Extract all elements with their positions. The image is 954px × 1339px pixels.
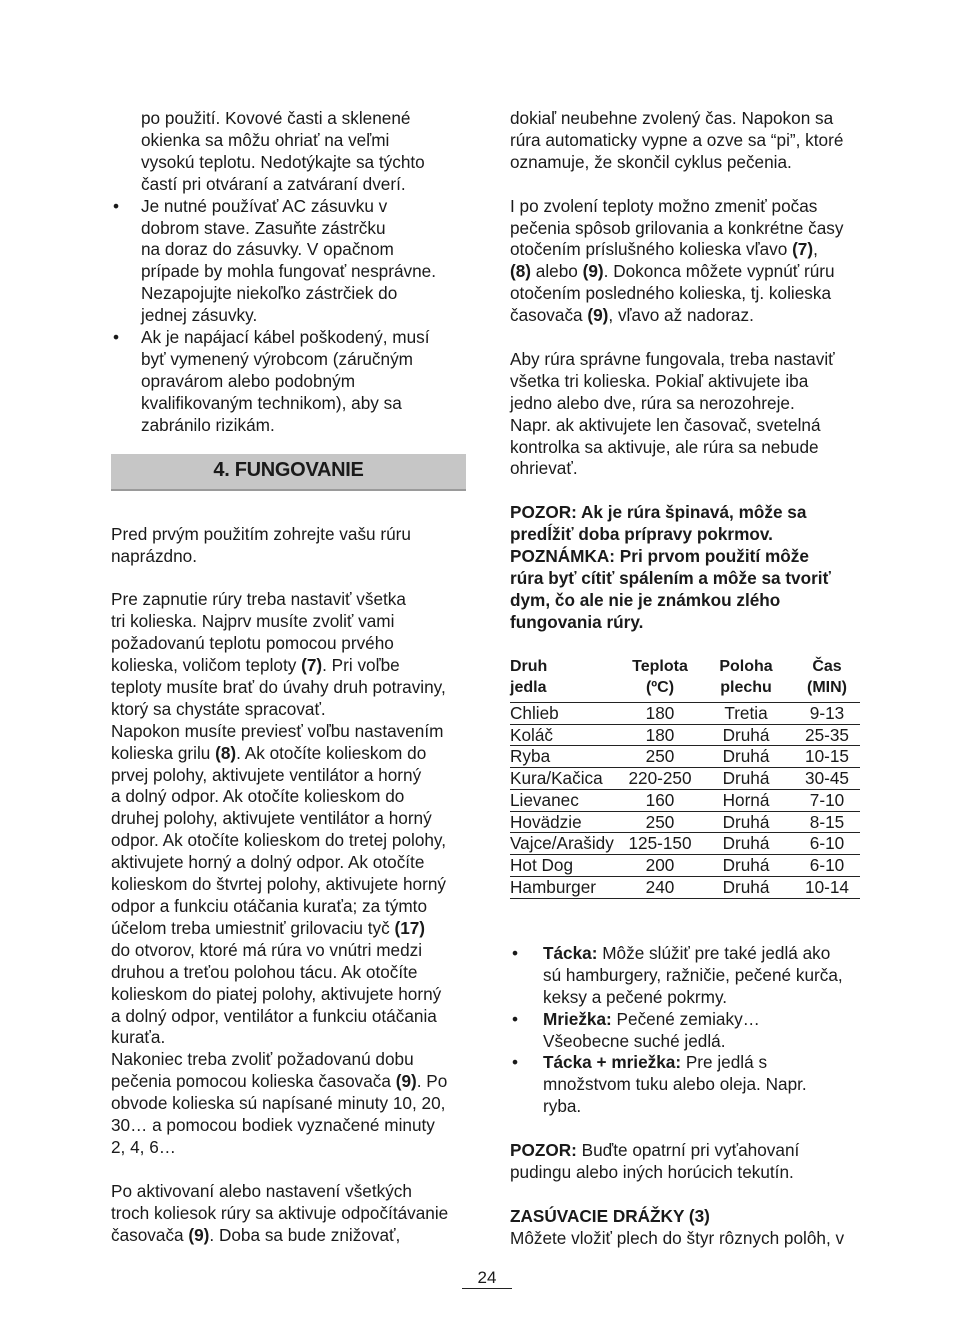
position-cell: Tretia xyxy=(698,702,794,724)
text-line: naprázdno. xyxy=(111,545,198,566)
food-cell: Lievanec xyxy=(510,789,622,811)
text-line: opravárom alebo podobným xyxy=(141,370,356,391)
timer-paragraph xyxy=(510,196,862,327)
food-cell: Hovädzie xyxy=(510,811,622,833)
temperature-cell: 250 xyxy=(622,746,698,768)
text-line: otočením posledného kolieska, tj. kolieska xyxy=(510,283,832,304)
text-line: • Tácka: Môže slúžiť pre také jedlá ako xyxy=(543,942,831,963)
text-line: druhou a treťou polohou tácu. Ak otočíte xyxy=(111,961,418,982)
text-line: rúra byť cítiť spálením a môže sa tvoriť xyxy=(510,567,831,588)
countdown-paragraph xyxy=(111,1181,466,1247)
table-row xyxy=(510,811,860,833)
intro-text xyxy=(111,108,466,196)
text-line: jedno alebo dve, rúra sa nerozohreje. xyxy=(510,392,795,413)
time-cell: 30-45 xyxy=(794,768,860,790)
food-cell: Ryba xyxy=(510,746,622,768)
text-line: prvej polohy, aktivujete ventilátor a horný xyxy=(111,764,422,785)
position-cell: Druhá xyxy=(698,768,794,790)
text-line: prípade by mohla fungovať nesprávne. xyxy=(141,261,437,282)
temperature-cell: 200 xyxy=(622,855,698,877)
text-line: do otvorov, ktoré má rúra vo vnútri medzi xyxy=(111,939,423,960)
text-line: Môžete vložiť plech do štyr rôznych polôh, v xyxy=(510,1227,845,1248)
text-line: časovača (9), vľavo až nadoraz. xyxy=(510,305,754,326)
food-cell: Hamburger xyxy=(510,877,622,899)
column-header-position: Poloha plechu xyxy=(698,656,794,703)
text-line: • Ak je napájací kábel poškodený, musí xyxy=(141,327,430,348)
text-line: kolieskom do piatej polohy, aktivujete horný xyxy=(111,983,442,1004)
text-line: Nakoniec treba zvoliť požadovanú dobu xyxy=(111,1049,414,1070)
table-row xyxy=(510,855,860,877)
position-cell: Druhá xyxy=(698,855,794,877)
position-cell: Druhá xyxy=(698,724,794,746)
text-line: POZNÁMKA: Pri prvom použití môže xyxy=(510,546,809,567)
column-header-temperature: Teplota (ºC) xyxy=(622,656,698,703)
section-heading xyxy=(111,454,466,491)
text-line: všetka tri kolieska. Pokiaľ aktivujete iba xyxy=(510,370,809,391)
time-cell: 7-10 xyxy=(794,789,860,811)
text-line: rúra automaticky vypne a ozve sa “pi”, ktoré xyxy=(510,129,844,150)
text-line: fungovania rúry. xyxy=(510,611,644,632)
text-line: ktorý sa chystáte spracovať. xyxy=(111,698,326,719)
left-column xyxy=(111,108,466,1246)
temperature-cell: 160 xyxy=(622,789,698,811)
text-line: POZOR: Buďte opatrní pri vyťahovaní xyxy=(510,1140,800,1161)
table-row xyxy=(510,877,860,899)
text-line: byť vymenený výrobcom (záručným xyxy=(141,348,413,369)
caution-note xyxy=(510,1140,862,1184)
position-cell: Druhá xyxy=(698,746,794,768)
text-line: častí pri otváraní a zatváraní dverí. xyxy=(141,173,406,194)
text-line: kontrolka sa aktivuje, ale rúra sa nebude xyxy=(510,436,819,457)
text-line: • Mriežka: Pečené zemiaky… xyxy=(543,1008,760,1029)
text-line: kolieska, voličom teploty (7). Pri voľbe xyxy=(111,655,400,676)
text-line: zabránilo rizikám. xyxy=(141,414,275,435)
text-line: Pred prvým použitím zohrejte vašu rúru xyxy=(111,523,411,544)
text-line: odpor. Ak otočíte kolieskom do tretej polohy, xyxy=(111,830,447,851)
bullet-item xyxy=(111,327,466,437)
position-cell: Horná xyxy=(698,789,794,811)
text-line: (8) alebo (9). Dokonca môžete vypnúť rúru xyxy=(510,261,835,282)
table-row xyxy=(510,833,860,855)
text-line: Nezapojujte niekoľko zástrčiek do xyxy=(141,283,398,304)
time-cell: 8-15 xyxy=(794,811,860,833)
text-line: na doraz do zásuvky. V opačnom xyxy=(141,239,394,260)
position-cell: Druhá xyxy=(698,877,794,899)
table-row xyxy=(510,768,860,790)
food-cell: Chlieb xyxy=(510,702,622,724)
text-line: množstvom tuku alebo oleja. Napr. xyxy=(543,1074,807,1095)
section-heading-text: 4. FUNGOVANIE xyxy=(213,458,364,481)
text-line: 30… a pomocou bodiek vyznačené minuty xyxy=(111,1115,435,1136)
time-cell: 25-35 xyxy=(794,724,860,746)
time-cell: 10-14 xyxy=(794,877,860,899)
bullet-item xyxy=(510,1009,862,1053)
text-line: pečenia pomocou kolieska časovača (9). Po xyxy=(111,1071,448,1092)
text-line: okienka sa môžu ohriať na veľmi xyxy=(141,129,390,150)
text-line: kuraťa. xyxy=(111,1027,166,1048)
time-cell: 10-15 xyxy=(794,746,860,768)
text-line: otočením príslušného kolieska vľavo (7), xyxy=(510,239,818,260)
text-line: keksy a pečené pokrmy. xyxy=(543,986,728,1007)
text-line: • Je nutné používať AC zásuvku v xyxy=(141,195,388,216)
right-column xyxy=(510,108,862,1250)
text-line: dobrom stave. Zasuňte zástrčku xyxy=(141,217,386,238)
cooking-table xyxy=(510,656,860,899)
table-row xyxy=(510,789,860,811)
text-line: • Tácka + mriežka: Pre jedlá s xyxy=(543,1052,768,1073)
text-line: kolieskom do štvrtej polohy, aktivujete horný xyxy=(111,874,446,895)
subsection-title: ZASÚVACIE DRÁŽKY (3) xyxy=(510,1205,710,1226)
text-line: Napr. ak aktivujete len časovač, svetelná xyxy=(510,414,821,435)
text-line: a dolný odpor, ventilátor a funkciu otáčania xyxy=(111,1005,437,1026)
position-cell: Druhá xyxy=(698,833,794,855)
text-line: vysokú teplotu. Nedotýkajte sa týchto xyxy=(141,151,425,172)
text-line: tri kolieska. Najprv musíte zvoliť vami xyxy=(111,611,395,632)
text-line: účelom treba umiestniť grilovaciu tyč (17) xyxy=(111,917,426,938)
text-line: ohrievať. xyxy=(510,458,578,479)
text-line: jednej zásuvky. xyxy=(141,305,258,326)
text-line: odpor a funkciu otáčania kuraťa; za týmto xyxy=(111,895,427,916)
temperature-cell: 250 xyxy=(622,811,698,833)
text-line: teploty musíte brať do úvahy druh potraviny, xyxy=(111,676,446,697)
table-body xyxy=(510,702,860,898)
food-cell: Koláč xyxy=(510,724,622,746)
text-line: sú hamburgery, ražničie, pečené kurča, xyxy=(543,964,843,985)
position-cell: Druhá xyxy=(698,811,794,833)
text-line: oznamuje, že skončil cyklus pečenia. xyxy=(510,151,792,172)
text-line: po použití. Kovové časti a sklenené xyxy=(141,108,411,128)
text-line: požadovanú teplotu pomocou prvého xyxy=(111,633,394,654)
text-line: obvode kolieska sú napísané minuty 10, 20, xyxy=(111,1093,446,1114)
temperature-cell: 180 xyxy=(622,724,698,746)
time-cell: 6-10 xyxy=(794,855,860,877)
table-row xyxy=(510,702,860,724)
text-line: kvalifikovaným technikom), aby sa xyxy=(141,392,402,413)
operation-paragraph xyxy=(111,589,466,1159)
temperature-cell: 240 xyxy=(622,877,698,899)
text-line: kolieska grilu (8). Ak otočíte kolieskom do xyxy=(111,742,427,763)
text-line: ryba. xyxy=(543,1096,582,1117)
time-cell: 9-13 xyxy=(794,702,860,724)
page-number: 24 xyxy=(477,1268,497,1287)
food-cell: Vajce/Arašidy xyxy=(510,833,622,855)
text-line: Napokon musíte previesť voľbu nastavením xyxy=(111,720,444,741)
temperature-cell: 125-150 xyxy=(622,833,698,855)
text-line: pečenia spôsob grilovania a konkrétne časy xyxy=(510,217,844,238)
text-line: Po aktivovaní alebo nastavení všetkých xyxy=(111,1180,412,1201)
warning-note xyxy=(510,502,862,633)
time-cell: 6-10 xyxy=(794,833,860,855)
text-line: 2, 4, 6… xyxy=(111,1136,176,1157)
bullet-item xyxy=(510,943,862,1009)
safety-bullets xyxy=(111,196,466,437)
column-header-time: Čas (MIN) xyxy=(794,656,860,703)
text-line: POZOR: Ak je rúra špinavá, môže sa xyxy=(510,502,807,523)
text-line: dokiaľ neubehne zvolený čas. Napokon sa xyxy=(510,108,834,128)
text-line: dym, čo ale nie je známkou zlého xyxy=(510,589,781,610)
text-line: druhej polohy, aktivujete ventilátor a horný xyxy=(111,808,432,829)
text-line: I po zvolení teploty možno zmeniť počas xyxy=(510,195,818,216)
bullet-item xyxy=(510,1052,862,1118)
food-cell: Hot Dog xyxy=(510,855,622,877)
page-number-rule xyxy=(462,1288,512,1289)
temperature-cell: 180 xyxy=(622,702,698,724)
text-line: Aby rúra správne fungovala, treba nastaviť xyxy=(510,348,835,369)
table-row xyxy=(510,724,860,746)
table-header-row xyxy=(510,656,860,703)
temperature-cell: 220-250 xyxy=(622,768,698,790)
column-header-food: Druh jedla xyxy=(510,656,622,703)
text-line: troch koliesok rúry sa aktivuje odpočítávanie xyxy=(111,1202,449,1223)
text-line: Všeobecne suché jedlá. xyxy=(543,1030,726,1051)
food-cell: Kura/Kačica xyxy=(510,768,622,790)
text-line: predĺžiť doba prípravy pokrmov. xyxy=(510,524,773,545)
accessory-bullets xyxy=(510,943,862,1118)
text-line: časovača (9). Doba sa bude znižovať, xyxy=(111,1224,401,1245)
text-line: pudingu alebo iných horúcich tekutín. xyxy=(510,1161,794,1182)
text-line: Pre zapnutie rúry treba nastaviť všetka xyxy=(111,589,406,610)
table-row xyxy=(510,746,860,768)
bullet-item xyxy=(111,196,466,327)
text-line: aktivujete horný a dolný odpor. Ak otočíte xyxy=(111,852,425,873)
text-line: a dolný odpor. Ak otočíte kolieskom do xyxy=(111,786,405,807)
